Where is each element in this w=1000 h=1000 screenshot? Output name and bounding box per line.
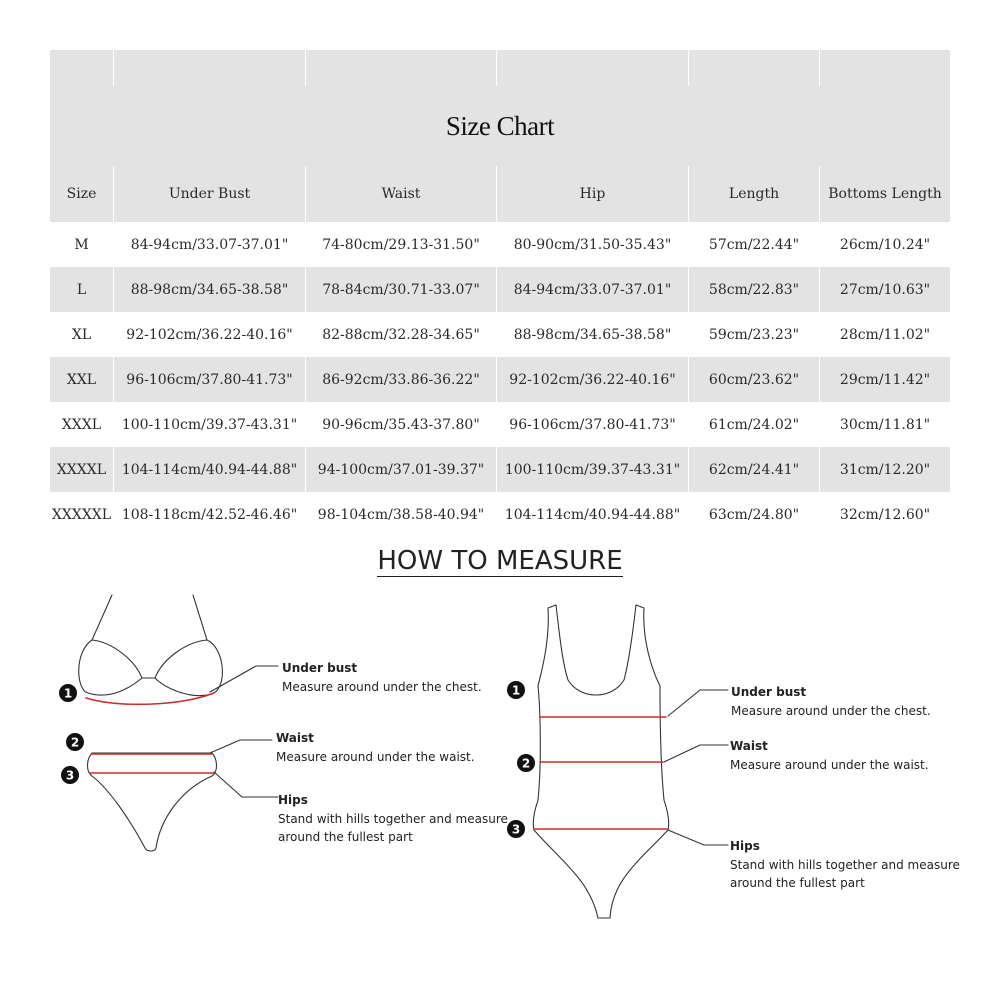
cell-size: M [50,222,114,267]
cell-waist: 82-88cm/32.28-34.65" [306,312,497,357]
bikini-top-illustration [79,595,223,696]
label-desc: Measure around under the waist. [730,758,929,772]
marker-3-onepiece [507,820,525,838]
marker-2-onepiece [517,754,535,772]
size-chart-title: Size Chart [50,86,950,166]
cell-length: 63cm/24.80" [689,492,820,537]
cell-waist: 78-84cm/30.71-33.07" [306,267,497,312]
cell-hip: 84-94cm/33.07-37.01" [497,267,689,312]
cell-size: XL [50,312,114,357]
label-heading: Waist [276,731,314,745]
cell-hip: 88-98cm/34.65-38.58" [497,312,689,357]
cell-bottoms-length: 31cm/12.20" [820,447,950,492]
svg-text:2: 2 [521,756,531,771]
cell-size: XXL [50,357,114,402]
header-under-bust: Under Bust [114,166,306,222]
cell-hip: 104-114cm/40.94-44.88" [497,492,689,537]
cell-waist: 86-92cm/33.86-36.22" [306,357,497,402]
cell-size: XXXL [50,402,114,447]
marker-1-onepiece [507,681,525,699]
leader-line-under-bust-onepiece [668,690,728,716]
cell-size: XXXXL [50,447,114,492]
header-bottoms-length: Bottoms Length [820,166,950,222]
cell-bottoms-length: 29cm/11.42" [820,357,950,402]
cell-length: 61cm/24.02" [689,402,820,447]
header-length: Length [689,166,820,222]
cell-length: 60cm/23.62" [689,357,820,402]
leader-line-hips [214,772,278,797]
cell-length: 58cm/22.83" [689,267,820,312]
cell-bottoms-length: 28cm/11.02" [820,312,950,357]
cell-length: 57cm/22.44" [689,222,820,267]
cell-waist: 98-104cm/38.58-40.94" [306,492,497,537]
label-heading: Under bust [731,685,807,699]
leader-line-hips-onepiece [668,830,728,845]
cell-under-bust: 104-114cm/40.94-44.88" [114,447,306,492]
marker-3 [61,766,79,784]
label-desc-line2: around the fullest part [278,830,413,844]
cell-bottoms-length: 30cm/11.81" [820,402,950,447]
cell-bottoms-length: 26cm/10.24" [820,222,950,267]
svg-text:2: 2 [70,735,80,750]
header-waist: Waist [306,166,497,222]
label-under-bust [282,661,482,696]
cell-bottoms-length: 32cm/12.60" [820,492,950,537]
cell-waist: 74-80cm/29.13-31.50" [306,222,497,267]
how-to-measure-title: HOW TO MEASURE [377,546,623,576]
label-hips [278,793,508,846]
label-desc: Measure around under the chest. [282,680,482,694]
cell-under-bust: 88-98cm/34.65-38.58" [114,267,306,312]
cell-hip: 92-102cm/36.22-40.16" [497,357,689,402]
marker-2 [66,733,84,751]
cell-under-bust: 96-106cm/37.80-41.73" [114,357,306,402]
cell-hip: 80-90cm/31.50-35.43" [497,222,689,267]
svg-text:3: 3 [65,768,75,783]
svg-text:1: 1 [63,686,73,701]
label-desc: Measure around under the waist. [276,750,475,764]
cell-under-bust: 92-102cm/36.22-40.16" [114,312,306,357]
label-under-bust-onepiece [731,685,931,720]
label-waist [276,731,475,766]
header-size: Size [50,166,114,222]
label-heading: Under bust [282,661,358,675]
label-desc-line2: around the fullest part [730,876,865,890]
leader-line-waist [210,740,272,753]
label-hips-onepiece [730,839,960,892]
bikini-bottom-illustration [88,753,217,851]
label-heading: Hips [730,839,760,853]
cell-waist: 94-100cm/37.01-39.37" [306,447,497,492]
cell-length: 62cm/24.41" [689,447,820,492]
cell-length: 59cm/23.23" [689,312,820,357]
svg-text:3: 3 [511,822,521,837]
header-hip: Hip [497,166,689,222]
cell-under-bust: 108-118cm/42.52-46.46" [114,492,306,537]
label-heading: Hips [278,793,308,807]
cell-under-bust: 84-94cm/33.07-37.01" [114,222,306,267]
cell-hip: 96-106cm/37.80-41.73" [497,402,689,447]
marker-1 [59,684,77,702]
cell-size: XXXXXL [50,492,114,537]
cell-under-bust: 100-110cm/39.37-43.31" [114,402,306,447]
label-waist-onepiece [730,739,929,774]
label-desc-line1: Stand with hills together and measure [730,858,960,872]
label-heading: Waist [730,739,768,753]
label-desc: Measure around under the chest. [731,704,931,718]
cell-size: L [50,267,114,312]
cell-bottoms-length: 27cm/10.63" [820,267,950,312]
leader-line-waist-onepiece [664,745,728,762]
cell-waist: 90-96cm/35.43-37.80" [306,402,497,447]
leader-line-under-bust [210,666,278,692]
svg-text:1: 1 [511,683,521,698]
label-desc-line1: Stand with hills together and measure [278,812,508,826]
cell-hip: 100-110cm/39.37-43.31" [497,447,689,492]
